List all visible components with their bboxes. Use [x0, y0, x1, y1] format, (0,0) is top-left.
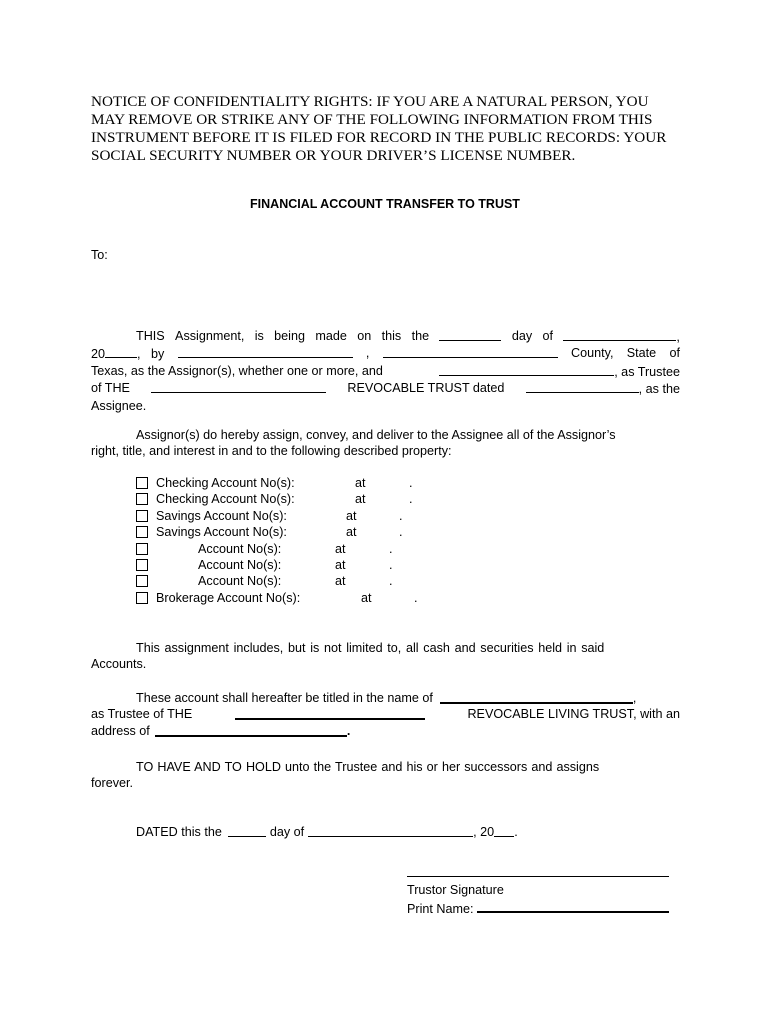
- convey-line-2: right, title, and interest in and to the following described property:: [91, 444, 452, 459]
- to-label: To:: [91, 248, 108, 262]
- county-blank[interactable]: [383, 345, 558, 358]
- notice-line: NOTICE OF CONFIDENTIALITY RIGHTS: IF YOU ARE A NATURAL PERSON, YOU: [91, 93, 649, 110]
- signature-block: [407, 876, 679, 917]
- notice-line: INSTRUMENT BEFORE IT IS FILED FOR RECORD IN THE PUBLIC RECORDS: YOUR: [91, 129, 667, 146]
- assignment-line-2: 20 , by , County, State of: [91, 346, 680, 362]
- includes-line-1: This assignment includes, but is not limited to, all cash and securities held in said: [136, 641, 605, 655]
- titled-line-3: address of .: [91, 723, 351, 738]
- checkbox[interactable]: [136, 575, 148, 587]
- habendum-line-1: TO HAVE AND TO HOLD unto the Trustee and his or her successors and assigns: [136, 760, 600, 774]
- convey-line-1: Assignor(s) do hereby assign, convey, and deliver to the Assignee all of the Assignor’s: [136, 428, 616, 442]
- print-name-row: Print Name:: [407, 899, 679, 917]
- year-blank[interactable]: [105, 345, 137, 358]
- checkbox[interactable]: [136, 559, 148, 571]
- trust-name-blank[interactable]: [151, 380, 326, 393]
- titled-line-1: These account shall hereafter be titled in the name of ,: [136, 691, 637, 705]
- assignment-line-5: Assignee.: [91, 398, 147, 413]
- signature-line[interactable]: [407, 876, 669, 877]
- convey-paragraph: [91, 427, 680, 460]
- assignor-blank[interactable]: [178, 345, 353, 358]
- assignment-line-3: Texas, as the Assignor(s), whether one or more, and , as Trustee: [91, 363, 680, 379]
- address-blank[interactable]: [155, 723, 347, 737]
- titled-name-blank[interactable]: [440, 690, 633, 704]
- checkbox[interactable]: [136, 510, 148, 522]
- checkbox[interactable]: [136, 592, 148, 604]
- month-blank[interactable]: [563, 328, 676, 341]
- assignment-line-4: of THE REVOCABLE TRUST dated , as the: [91, 381, 680, 397]
- habendum-paragraph: [91, 759, 680, 792]
- assignment-line-1: THIS Assignment, is being made on this the day of ,: [136, 329, 680, 344]
- print-name-blank[interactable]: [477, 899, 669, 913]
- checkbox[interactable]: [136, 526, 148, 538]
- includes-paragraph: [91, 640, 680, 673]
- trustee-blank[interactable]: [439, 363, 614, 376]
- living-trust-name-blank[interactable]: [235, 706, 425, 720]
- dated-day-blank[interactable]: [228, 824, 266, 837]
- day-blank[interactable]: [439, 328, 501, 341]
- checkbox[interactable]: [136, 477, 148, 489]
- confidentiality-notice: [91, 93, 691, 165]
- checkbox[interactable]: [136, 543, 148, 555]
- dated-year-blank[interactable]: [494, 824, 514, 837]
- document-title: FINANCIAL ACCOUNT TRANSFER TO TRUST: [250, 197, 520, 211]
- checkbox[interactable]: [136, 493, 148, 505]
- dated-month-blank[interactable]: [308, 824, 473, 837]
- habendum-line-2: forever.: [91, 776, 133, 791]
- titled-paragraph: [91, 690, 680, 739]
- notice-line: SOCIAL SECURITY NUMBER OR YOUR DRIVER’S LICENSE NUMBER.: [91, 147, 576, 164]
- titled-line-2: as Trustee of THE REVOCABLE LIVING TRUST, with an: [91, 707, 680, 722]
- includes-line-2: Accounts.: [91, 657, 147, 672]
- document-page: NOTICE OF CONFIDENTIALITY RIGHTS: IF YOU ARE A NATURAL PERSON, YOU MAY REMOVE OR STRIKE ANY OF THE FOLLOWING INFORMATION FROM THIS INSTRUMENT BEFORE IT IS FILED FOR RECORD IN THE PUBLIC RECORDS: YOUR SOCIAL SECURITY NUMBER OR YOUR DRIVER’S LICENSE NUMBER. FINANCIAL ACCOUNT TRANSFER TO TRUST To: THIS Assignment, is being made on this the day of , 20 , by , County, State of Texas, as the Assignor(s), whether one or more, and , as Trustee of THE REVOCABLE TRUST dated , as the Assignee. Assignor(s) do hereby assign, convey, and deliver to the Assignee all of the Assignor’s right, title, and interest in and to the following described property: Checking Account No(s): at . Checking Account No(s): at . Savings Account No(s): at . Savings Account No(s): at . Account No(s): at . Account No(s): at . Account No(s): at . Brokerage Account No(s): at . This assignment includes, but is not limited to, all cash and securities held in said Accounts. These account shall hereafter be titled in the name of , as Trustee of THE REVOCABLE LIVING TRUST, with an address of . TO HAVE AND TO HOLD unto the Trustee and his or her successors and assigns forever. DATED this the day of , 20 . Trustor Signature Print Name:: [0, 0, 770, 1024]
- trustor-signature-label: Trustor Signature: [407, 883, 504, 897]
- trust-date-blank[interactable]: [526, 380, 639, 393]
- notice-line: MAY REMOVE OR STRIKE ANY OF THE FOLLOWING INFORMATION FROM THIS: [91, 111, 653, 128]
- assignment-paragraph: [91, 328, 680, 414]
- dated-line: DATED this the day of , 20 .: [136, 825, 518, 839]
